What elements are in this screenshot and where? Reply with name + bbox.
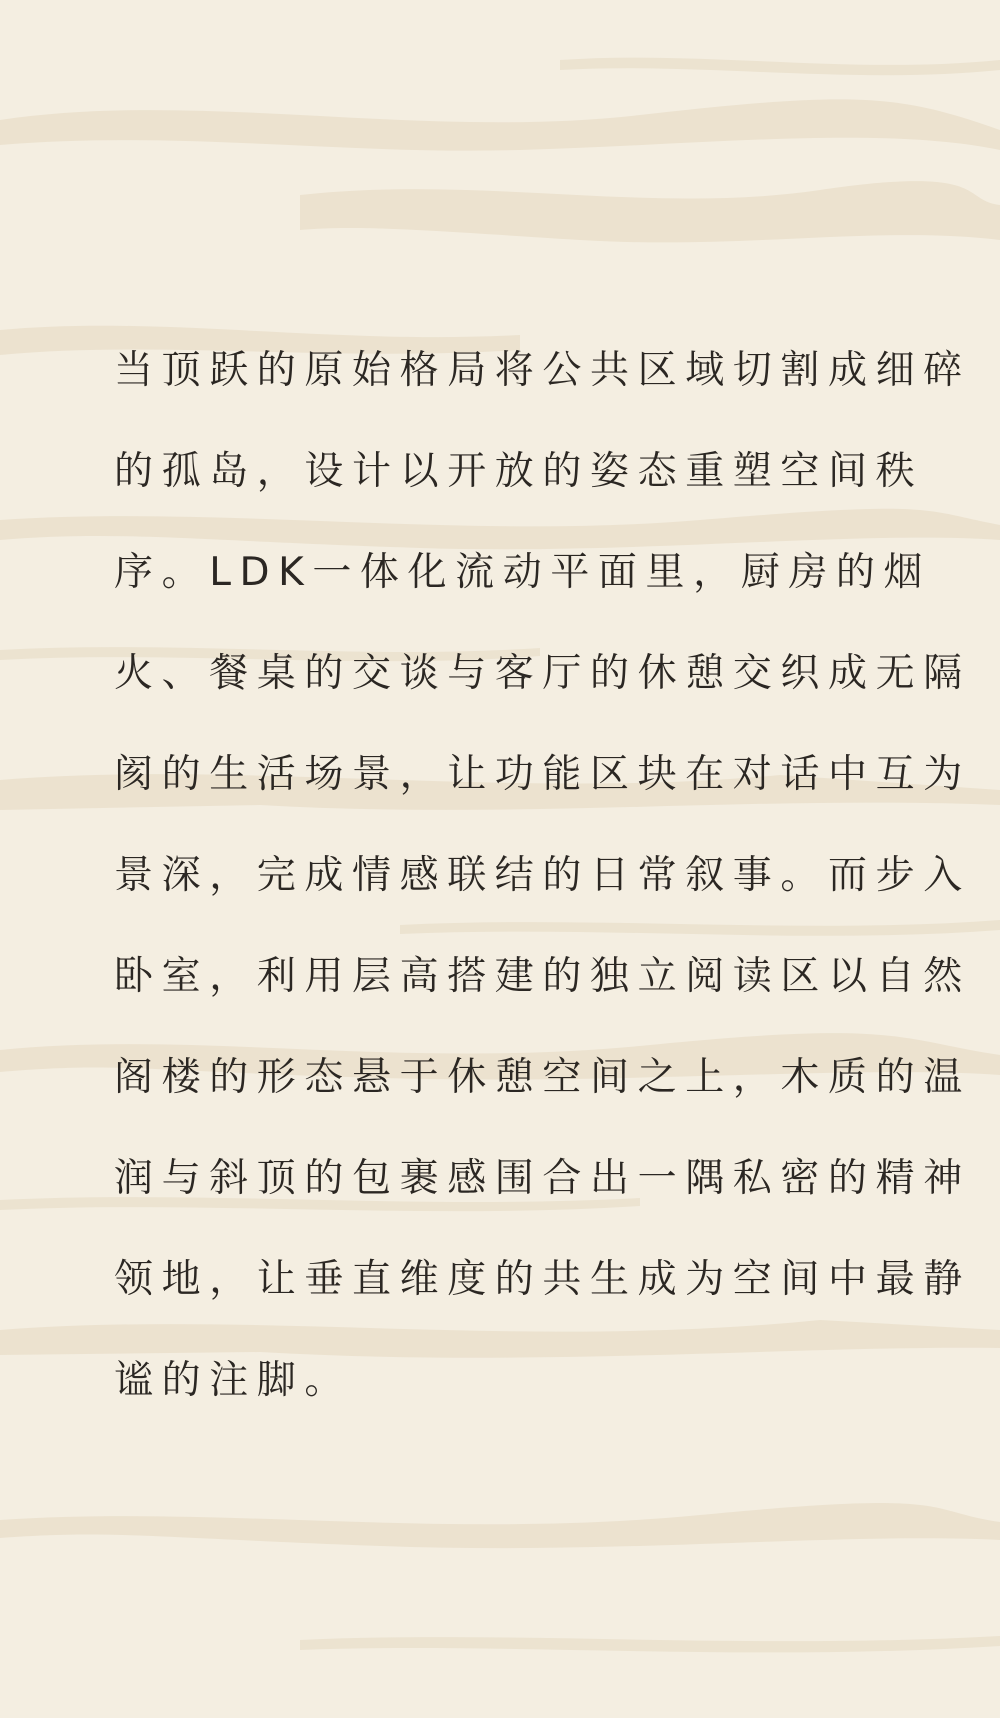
text-line: 序。LDK一体化流动平面里，厨房的烟 — [114, 550, 932, 595]
text-line: 当顶跃的原始格局将公共区域切割成细碎 — [114, 348, 971, 393]
text-line: 领地，让垂直维度的共生成为空间中最静 — [114, 1257, 971, 1302]
text-line: 润与斜顶的包裹感围合出一隅私密的精神 — [114, 1156, 971, 1201]
text-line: 阁楼的形态悬于休憩空间之上，木质的温 — [114, 1055, 971, 1100]
text-line: 的孤岛，设计以开放的姿态重塑空间秩 — [114, 449, 924, 494]
body-text — [114, 342, 971, 1453]
text-line: 阂的生活场景，让功能区块在对话中互为 — [114, 752, 971, 797]
text-line: 卧室，利用层高搭建的独立阅读区以自然 — [114, 954, 971, 999]
text-line: 火、餐桌的交谈与客厅的休憩交织成无隔 — [114, 651, 971, 696]
text-line: 景深，完成情感联结的日常叙事。而步入 — [114, 853, 971, 898]
text-line: 谧的注脚。 — [114, 1358, 353, 1403]
